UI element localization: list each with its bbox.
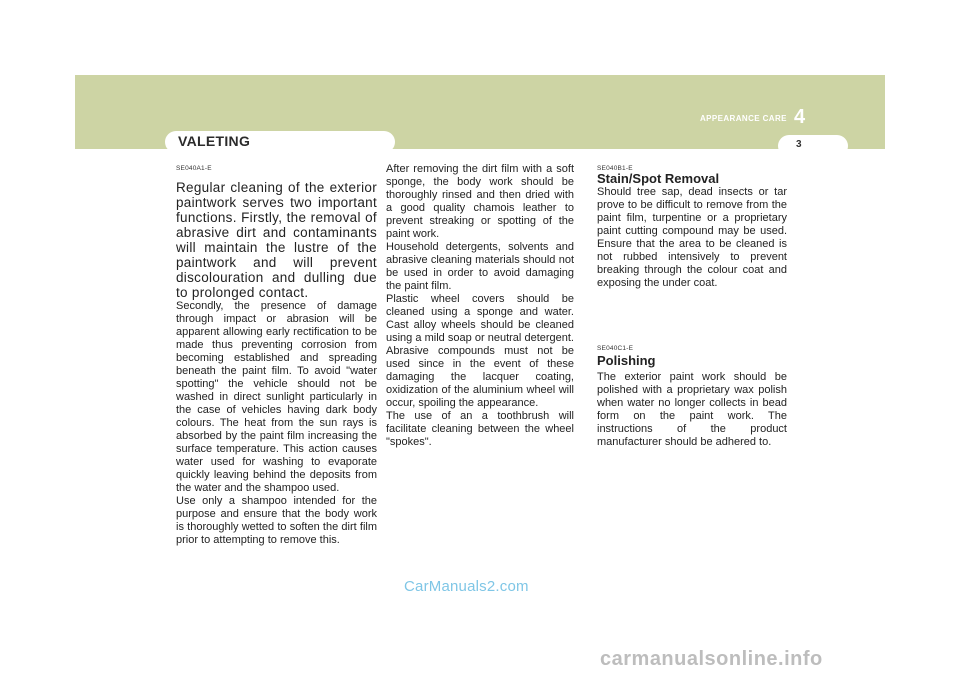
page-tab (778, 135, 848, 157)
polish-body: The exterior paint work should be polished with a proprietary wax polish when water no longer collects in bead form on the paint work. The instructions of the product manufacturer should be adhered to. (597, 371, 787, 448)
stain-code: SE040B1-E (597, 165, 633, 172)
chapter-label: APPEARANCE CARE (700, 114, 787, 123)
watermark-carmanuals[interactable]: CarManuals2.com (404, 578, 529, 595)
intro-paragraph: Regular cleaning of the exterior paintwork serves two important functions. Firstly, the removal of abrasive dirt and contaminants will maintain the lustre of the paintwork and will prevent discolouration and dulling due to prolonged contact. (176, 180, 377, 300)
body-paragraph: Plastic wheel covers should be cleaned using a sponge and water. Cast alloy wheels should be cleaned using a mild soap or neutral detergent. Abrasive compounds must not be used since in the event of these damaging the lacquer coating, oxidization of the aluminium wheel will occur, spoiling the appearance. (386, 293, 574, 409)
chapter-number: 4 (794, 106, 806, 128)
section-code: SE040A1-E (176, 165, 212, 172)
body-paragraph: Household detergents, solvents and abrasive cleaning materials should not be used in order to avoid damaging the paint film. (386, 241, 574, 292)
body-paragraph: The use of an a toothbrush will facilitate cleaning between the wheel "spokes". (386, 410, 574, 448)
column-2 (386, 163, 574, 449)
body-paragraph: Secondly, the presence of damage through impact or abrasion will be apparent allowing early rectification to be made thus preventing corrosion from becoming established and spreading beneath the paint film. To avoid "water spotting" the vehicle should not be washed in direct sunlight particularly in the case of vehicles having dark body colours. The heat from the sun rays is absorbed by the paint film increasing the surface temperature. This action causes water used for washing to evaporate quickly leaving behind the deposits from the water and the shampoo used. (176, 300, 377, 494)
stain-heading: Stain/Spot Removal (597, 171, 720, 186)
section-title: VALETING (178, 133, 251, 149)
stain-body: Should tree sap, dead insects or tar prove to be difficult to remove from the paint film, turpentine or a proprietary paint cutting compound may be used. Ensure that the area to be cleaned is not rubbed intensively to prevent breaking through the colour coat and exposing the under coat. (597, 186, 787, 289)
column-1 (176, 180, 377, 547)
polish-code: SE040C1-E (597, 345, 634, 352)
polish-heading: Polishing (597, 353, 656, 368)
page-number: 3 (796, 139, 802, 150)
watermark-carmanualsonline: carmanualsonline.info (600, 648, 823, 670)
body-paragraph: After removing the dirt film with a soft sponge, the body work should be thoroughly rinsed and then dried with a good quality chamois leather to prevent streaking or spotting of the paint work. (386, 163, 574, 240)
body-paragraph: Use only a shampoo intended for the purpose and ensure that the body work is thoroughly wetted to soften the dirt film prior to attempting to remove this. (176, 495, 377, 546)
